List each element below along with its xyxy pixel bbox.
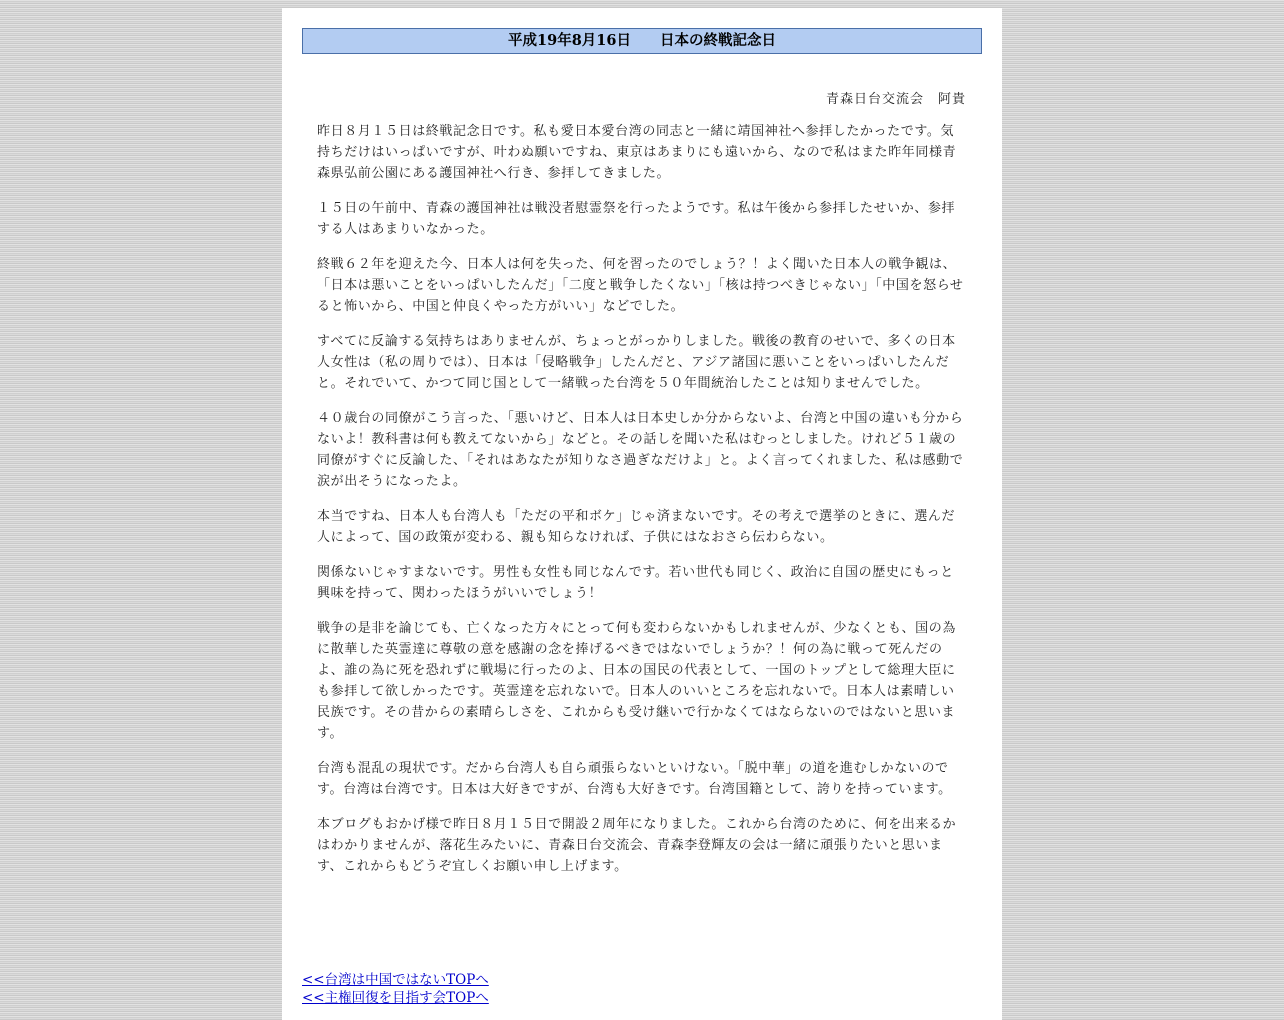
taiwan-top-link[interactable]: <<台湾は中国ではないTOPへ [302,972,489,988]
article-paragraph: 関係ないじゃすまないです。男性も女性も同じなんです。若い世代も同じく、政治に自国の歴史にもっと興味を持って、関わったほうがいいでしょう！ [317,565,954,601]
article-paragraph: 昨日８月１５日は終戦記念日です。私も愛日本愛台湾の同志と一緒に靖国神社へ参拝したかったです。気持ちだけはいっぱいですが、叶わぬ願いですね、東京はあまりにも遠いから、なので私はまた昨年同様青森県弘前公園にある護国神社へ行き、参拝してきました。 [317,124,957,181]
article-paragraph: 本当ですね、日本人も台湾人も「ただの平和ボケ」じゃ済まないです。その考えで選挙のときに、選んだ人によって、国の政策が変わる、親も知らなければ、子供にはなおさら伝わらない。 [317,509,956,545]
page-container [282,8,1002,1020]
author-name: 青森日台交流会 阿貴 [825,92,966,107]
article-body [317,121,967,891]
page-title: 平成19年8月16日 日本の終戦記念日 [302,28,982,54]
article-paragraph: 台湾も混乱の現状です。だから台湾人も自ら頑張らないといけない。「脱中華」の道を進むしかないのです。台湾は台湾です。日本は大好きですが、台湾も大好きです。台湾国籍として、誇りを持っています。 [317,761,952,797]
footer-links [302,971,489,1007]
article-paragraph: ４０歳台の同僚がこう言った、「悪いけど、日本人は日本史しか分からないよ、台湾と中国の違いも分からないよ！教科書は何も教えてないから」などと。その話しを聞いた私はむっとしました。けれど５１歳の同僚がすぐに反論した、「それはあなたが知りなさ過ぎなだけよ」と。よく言ってくれました、私は感動で涙が出そうになったよ。 [317,411,964,489]
article-paragraph: すべてに反論する気持ちはありませんが、ちょっとがっかりしました。戦後の教育のせいで、多くの日本人女性は（私の周りでは）、日本は「侵略戦争」したんだと、アジア諸国に悪いことをいっぱいしたんだと。それでいて、かつて同じ国として一緒戦った台湾を５０年間統治したことは知りませんでした。 [317,334,956,391]
article-paragraph: １５日の午前中、青森の護国神社は戦没者慰霊祭を行ったようです。私は午後から参拝したせいか、参拝する人はあまりいなかった。 [317,201,956,237]
article-paragraph: 終戦６２年を迎えた今、日本人は何を失った、何を習ったのでしょう？！よく聞いた日本人の戦争観は、「日本は悪いことをいっぱいしたんだ」「二度と戦争したくない」「核は持つべきじゃない」「中国を怒らせると怖いから、中国と仲良くやった方がいい」などでした。 [317,257,964,314]
article-paragraph: 本ブログもおかげ様で昨日８月１５日で開設２周年になりました。これから台湾のために、何を出来るかはわかりませんが、落花生みたいに、青森日台交流会、青森李登輝友の会は一緒に頑張りたいと思います、これからもどうぞ宜しくお願い申し上げます。 [317,817,957,874]
sovereignty-top-link[interactable]: <<主権回復を目指す会TOPへ [302,990,489,1006]
article-paragraph: 戦争の是非を論じても、亡くなった方々にとって何も変わらないかもしれませんが、少なくとも、国の為に散華した英霊達に尊敬の意を感謝の念を捧げるべきではないでしょうか？！何の為に戦って死んだのよ、誰の為に死を恐れずに戦場に行ったのよ、日本の国民の代表として、一国のトップとして総理大臣にも参拝して欲しかったです。英霊達を忘れないで。日本人のいいところを忘れないで。日本人は素晴しい民族です。その昔からの素晴らしさを、これからも受け継いで行かなくてはならないのではないと思います。 [317,621,956,741]
